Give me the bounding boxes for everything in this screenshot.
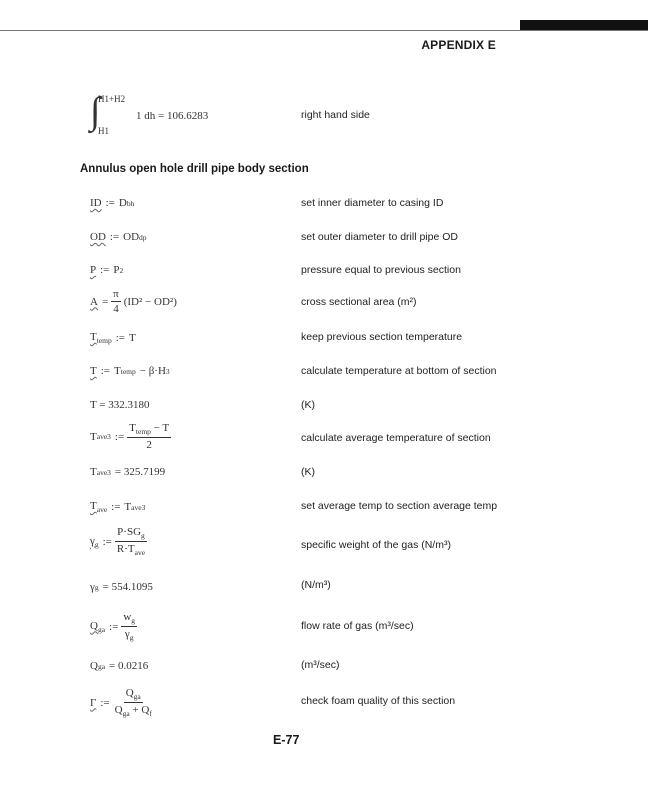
eq-tcalc	[90, 365, 170, 377]
integral-expression: 1 dh = 106.6283	[136, 110, 209, 122]
eq-gfoam-num: $Q_{ga}$	[125, 687, 141, 701]
eq-area	[90, 288, 177, 315]
eq-qgval-lhs: Q	[90, 660, 98, 672]
eq-qg-lhs: $Q_{ga}$	[90, 619, 106, 634]
eq-od-lhs: OD	[90, 231, 106, 243]
eq-gamma	[90, 526, 150, 557]
eq-qg-num: $w_g$	[123, 611, 136, 625]
eq-tset-rhs-sub: ave3	[131, 502, 146, 512]
desc-tave3val: (K)	[301, 466, 315, 478]
integral-upper-limit: H1+H2	[98, 94, 126, 104]
integral-equation	[90, 92, 290, 138]
eq-area-lhs: A	[90, 295, 98, 308]
eq-qg-den: $\gamma_g$	[124, 628, 134, 642]
eq-tval: T = 332.3180	[90, 399, 150, 411]
eq-qg-frac	[121, 611, 137, 642]
eq-tave	[90, 331, 136, 345]
eq-tave3-lhs-sub: ave3	[96, 432, 111, 441]
eq-area-four: 4	[113, 303, 119, 315]
integral-sign: ∫	[90, 90, 101, 132]
eq-qgval-rhs: = 0.0216	[109, 660, 149, 672]
eq-id	[90, 197, 134, 209]
eq-gamma-lhs: $\gamma_g$	[90, 534, 99, 549]
eq-p	[90, 264, 123, 276]
eq-area-expr: (ID² − OD²)	[123, 295, 177, 308]
desc-area: cross sectional area (m²)	[301, 296, 417, 308]
integral-lower-limit: H1	[98, 126, 109, 136]
eq-p-op: :=	[100, 264, 110, 276]
eq-area-pi: π	[113, 288, 119, 300]
eq-qgval-lhs-sub: ga	[97, 661, 106, 671]
eq-tave3	[90, 422, 174, 451]
eq-tset-op: :=	[111, 501, 121, 513]
eq-gamma-den: $R\cdot T_{ave}$	[116, 543, 146, 557]
eq-tave3val-lhs: T	[90, 466, 97, 478]
desc-tset: set average temp to section average temp	[301, 500, 498, 512]
desc-gfoam: check foam quality of this section	[301, 695, 456, 707]
page-number: E-77	[273, 733, 300, 747]
desc-gamma: specific weight of the gas (N/m³)	[301, 539, 451, 551]
eq-tave-lhs: $T_{temp}$	[90, 331, 112, 345]
desc-tcalc: calculate temperature at bottom of section	[301, 365, 497, 377]
eq-id-lhs: ID	[90, 197, 102, 209]
eq-gfoam-den: $Q_{ga} + Q_f$	[114, 704, 152, 718]
eq-tave3-frac	[127, 422, 171, 451]
eq-qg-op: :=	[109, 620, 119, 633]
eq-gfoam-frac	[113, 687, 154, 718]
eq-tcalc-lhs: T	[90, 365, 97, 377]
eq-gammaval	[90, 581, 153, 593]
integral-description: right hand side	[301, 109, 370, 121]
eq-tset-rhs: T	[124, 501, 132, 513]
eq-gammaval-rhs: = 554.1095	[102, 581, 153, 593]
appendix-heading: APPENDIX E	[421, 38, 496, 52]
eq-od-op: :=	[109, 231, 120, 243]
eq-tave3val-lhs-sub: ave3	[96, 467, 111, 477]
eq-tcalc-rest: − β·H	[139, 365, 166, 377]
eq-gfoam-lhs: Γ	[90, 696, 97, 709]
desc-tval: (K)	[301, 399, 315, 411]
eq-gammaval-lhs-sub: g	[94, 582, 99, 592]
eq-od-rhs: OD	[123, 231, 140, 243]
eq-tset	[90, 500, 145, 514]
eq-tave-op: :=	[115, 332, 125, 344]
eq-tcalc-rhs: T	[114, 365, 121, 377]
eq-qgval	[90, 660, 148, 672]
desc-id: set inner diameter to casing ID	[301, 197, 444, 209]
eq-od-rhs-sub: dp	[139, 232, 147, 242]
eq-tset-lhs: $T_{ave}$	[90, 500, 108, 514]
eq-tave3-lhs: T	[90, 430, 97, 443]
desc-p: pressure equal to previous section	[301, 264, 461, 276]
eq-id-rhs: D	[118, 197, 127, 209]
eq-p-lhs: P	[90, 264, 97, 276]
desc-od: set outer diameter to drill pipe OD	[301, 231, 458, 243]
eq-gfoam	[90, 687, 157, 718]
eq-qg	[90, 611, 140, 642]
eq-tcalc-op: :=	[100, 365, 110, 377]
eq-id-rhs-sub: bh	[126, 198, 135, 208]
eq-od	[90, 231, 147, 243]
desc-qgval: (m³/sec)	[301, 659, 340, 671]
eq-tave3val	[90, 466, 165, 478]
eq-gammaval-lhs: γ	[90, 581, 95, 593]
desc-tave: keep previous section temperature	[301, 331, 463, 343]
eq-area-op: =	[101, 295, 109, 308]
desc-tave3: calculate average temperature of section	[301, 432, 491, 444]
desc-gammaval: (N/m³)	[301, 579, 331, 591]
eq-tcalc-rest-sub: 3	[165, 366, 170, 376]
eq-tave3-den: 2	[146, 439, 152, 451]
eq-tave3-num: $T_{temp} - T$	[129, 422, 170, 436]
header-rule	[0, 30, 648, 31]
eq-p-rhs-sub: 2	[119, 265, 124, 275]
eq-tave3-op: :=	[114, 430, 125, 443]
section-title: Annulus open hole drill pipe body section	[80, 163, 309, 175]
eq-gamma-num: $P\cdot SG_g$	[117, 526, 145, 540]
eq-gfoam-op: :=	[100, 696, 110, 709]
desc-qg: flow rate of gas (m³/sec)	[301, 620, 414, 632]
eq-tave3val-rhs: = 325.7199	[114, 466, 166, 478]
eq-area-frac	[111, 288, 121, 315]
eq-id-op: :=	[105, 197, 115, 209]
eq-gamma-frac	[115, 526, 147, 557]
eq-p-rhs: P	[113, 264, 120, 276]
eq-gamma-op: :=	[102, 535, 112, 548]
eq-tave-rhs: T	[129, 332, 136, 344]
eq-tcalc-rhs-sub: temp	[120, 366, 136, 376]
